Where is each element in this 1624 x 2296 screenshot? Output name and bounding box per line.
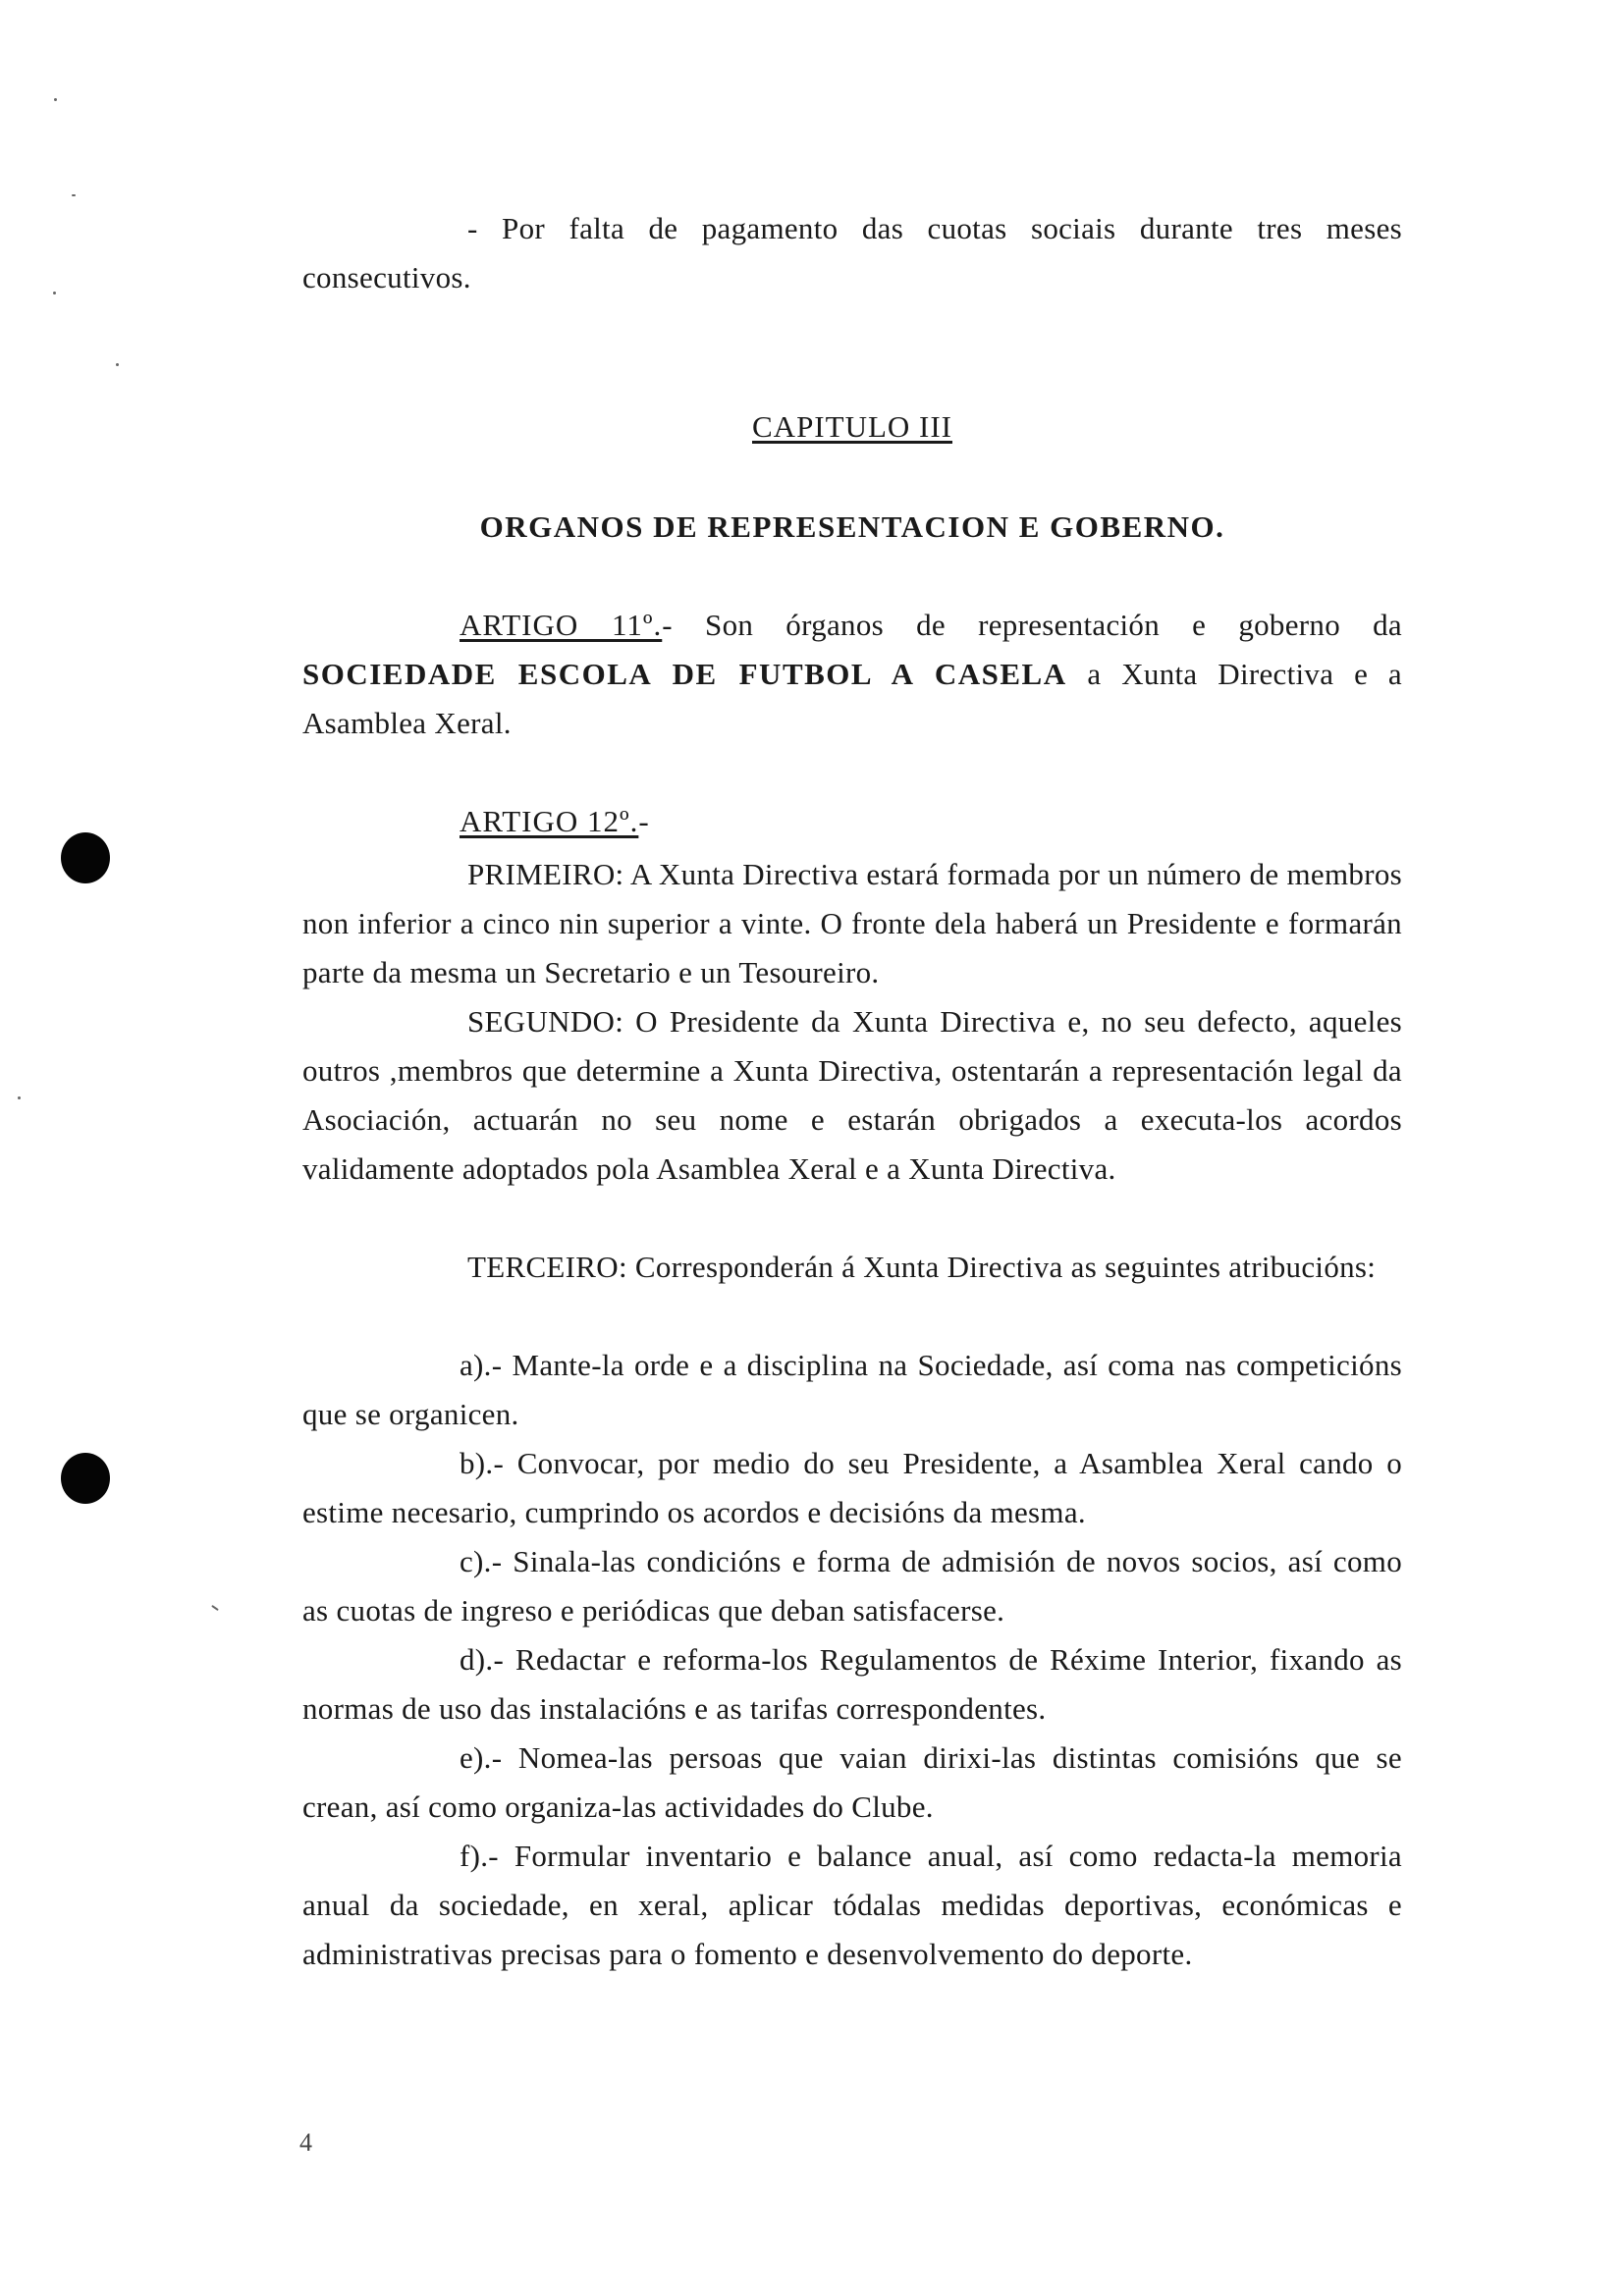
chapter-heading: ORGANOS DE REPRESENTACION E GOBERNO. [479, 509, 1225, 544]
scan-speck [54, 98, 57, 101]
attribution-item-a: a).- Mante-la orde e a disciplina na Sociedade, así coma nas competicións que se organicen. [302, 1348, 1402, 1431]
attribution-item-c: c).- Sinala-las condicións e forma de admisión de novos socios, así como as cuotas de ingreso e periódicas que deban satisfacerse. [302, 1544, 1402, 1628]
scan-speck [18, 1096, 21, 1099]
clause-lost-membership [302, 204, 1402, 302]
article-12-heading [302, 797, 1402, 846]
article-11-text-before: - Son órganos de representación e goberno da [662, 608, 1402, 642]
article-12-terceiro: TERCEIRO: Corresponderán á Xunta Directiva as seguintes atribucións: [467, 1250, 1377, 1284]
article-11 [302, 601, 1402, 748]
article-12-segundo: SEGUNDO: O Presidente da Xunta Directiva e, no seu defecto, aqueles outros ,membros que determine a Xunta Directiva, ostentarán a representación legal da Asociación, actuarán no seu nome e estarán obrigados a executa-los acordos validamente adoptados pola Asamblea Xeral e a Xunta Directiva. [302, 1004, 1402, 1186]
article-11-text-after: a Xunta Directiva e a Asamblea Xeral. [302, 657, 1402, 740]
article-12-label-suffix: - [638, 804, 649, 838]
attribution-item-b: b).- Convocar, por medio do seu Presidente, a Asamblea Xeral cando o estime necesario, cumprindo os acordos e decisións da mesma. [302, 1446, 1402, 1529]
chapter-title: CAPITULO III [752, 409, 952, 444]
attribution-item-f: f).- Formular inventario e balance anual, así como redacta-la memoria anual da sociedade, en xeral, aplicar tódalas medidas deportivas, económicas e administrativas precisas para o fomento e desenvolvemento do deporte. [302, 1839, 1402, 1971]
clause-line-1: - Por falta de pagamento das cuotas sociais durante tres meses [467, 211, 1402, 245]
scan-speck [53, 292, 56, 294]
article-12-primeiro: PRIMEIRO: A Xunta Directiva estará formada por un número de membros non inferior a cinco nin superior a vinte. O fronte dela haberá un Presidente e formarán parte da mesma un Secretario e un Tesoureiro. [302, 857, 1402, 989]
scan-speck [72, 194, 76, 196]
article-12-label: ARTIGO 12º. [460, 804, 639, 838]
attribution-item-d: d).- Redactar e reforma-los Regulamentos de Réxime Interior, fixando as normas de uso das instalacións e as tarifas correspondentes. [302, 1642, 1402, 1726]
article-11-label: ARTIGO 11º. [460, 608, 663, 642]
scan-speck [211, 1605, 219, 1611]
clause-line-2: consecutivos. [302, 260, 471, 294]
punch-hole-bottom [61, 1453, 110, 1504]
punch-hole-top [61, 832, 110, 883]
scan-speck [116, 363, 119, 366]
page-number: 4 [299, 2128, 312, 2157]
attribution-item-e: e).- Nomea-las persoas que vaian dirixi-las distintas comisións que se crean, así como organiza-las actividades do Clube. [302, 1740, 1402, 1824]
entity-name: SOCIEDADE ESCOLA DE FUTBOL A CASELA [302, 657, 1067, 691]
